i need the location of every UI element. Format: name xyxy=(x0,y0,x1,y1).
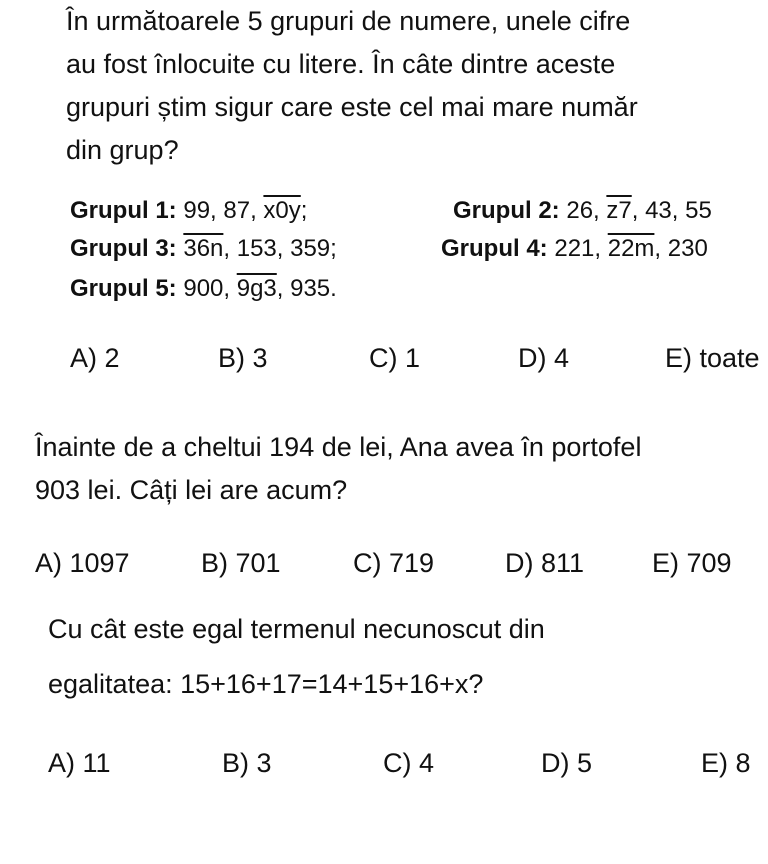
group-numbers: , 935. xyxy=(276,275,337,302)
option-b: B) 3 xyxy=(222,748,272,778)
option-c: C) 719 xyxy=(353,548,435,578)
option-a: A) 1097 xyxy=(35,548,130,578)
option-b: B) 701 xyxy=(201,548,281,578)
group-numbers: 221, xyxy=(547,235,608,262)
group-numbers: , 43, 55 xyxy=(631,197,712,224)
problem2-line: Înainte de a cheltui 194 de lei, Ana avea în portofel xyxy=(35,432,642,462)
option-e: E) 709 xyxy=(652,548,732,578)
problem1-line: au fost înlocuite cu litere. În câte dintre aceste xyxy=(66,49,616,79)
group-label: Grupul 5: xyxy=(70,275,177,302)
option-d: D) 811 xyxy=(505,548,585,578)
problem3-cut-line: Cu cât este egal termenul necunoscut din xyxy=(48,614,545,644)
problem3-line: egalitatea: 15+16+17=14+15+16+x? xyxy=(48,669,484,699)
overlined-number: x0y xyxy=(263,197,301,224)
option-c: C) 4 xyxy=(383,748,435,778)
group-numbers: ; xyxy=(300,197,308,224)
group-3 xyxy=(70,231,337,266)
problem1-line: din grup? xyxy=(66,135,179,165)
group-numbers: 26, xyxy=(559,197,607,224)
problem1-line: În următoarele 5 grupuri de numere, unele cifre xyxy=(66,6,631,36)
group-numbers: 99, 87, xyxy=(176,197,264,224)
group-label: Grupul 4: xyxy=(441,235,548,262)
overlined-number: z7 xyxy=(606,197,632,224)
option-e: E) toate xyxy=(665,343,760,373)
problem2-line: 903 lei. Câți lei are acum? xyxy=(35,475,348,505)
option-e: E) 8 xyxy=(701,748,751,778)
option-a: A) 2 xyxy=(70,343,120,373)
option-d: D) 5 xyxy=(541,748,593,778)
overlined-number: 22m xyxy=(607,235,655,262)
option-a: A) 11 xyxy=(48,748,111,778)
problem1-text xyxy=(66,0,638,172)
option-d: D) 4 xyxy=(518,343,570,373)
group-4 xyxy=(441,231,708,266)
group-label: Grupul 2: xyxy=(453,197,560,224)
group-2 xyxy=(453,193,712,228)
option-c: C) 1 xyxy=(369,343,421,373)
group-5 xyxy=(70,271,337,306)
group-numbers: 900, xyxy=(176,275,237,302)
overlined-number: 36n xyxy=(183,235,224,262)
problem1-line: grupuri știm sigur care este cel mai mare număr xyxy=(66,92,638,122)
overlined-number: 9g3 xyxy=(236,275,277,302)
option-b: B) 3 xyxy=(218,343,268,373)
group-numbers: , 153, 359; xyxy=(223,235,337,262)
group-label: Grupul 1: xyxy=(70,197,177,224)
group-label: Grupul 3: xyxy=(70,235,177,262)
group-1 xyxy=(70,193,307,228)
group-numbers: , 230 xyxy=(654,235,708,262)
problem2-text xyxy=(35,426,641,512)
